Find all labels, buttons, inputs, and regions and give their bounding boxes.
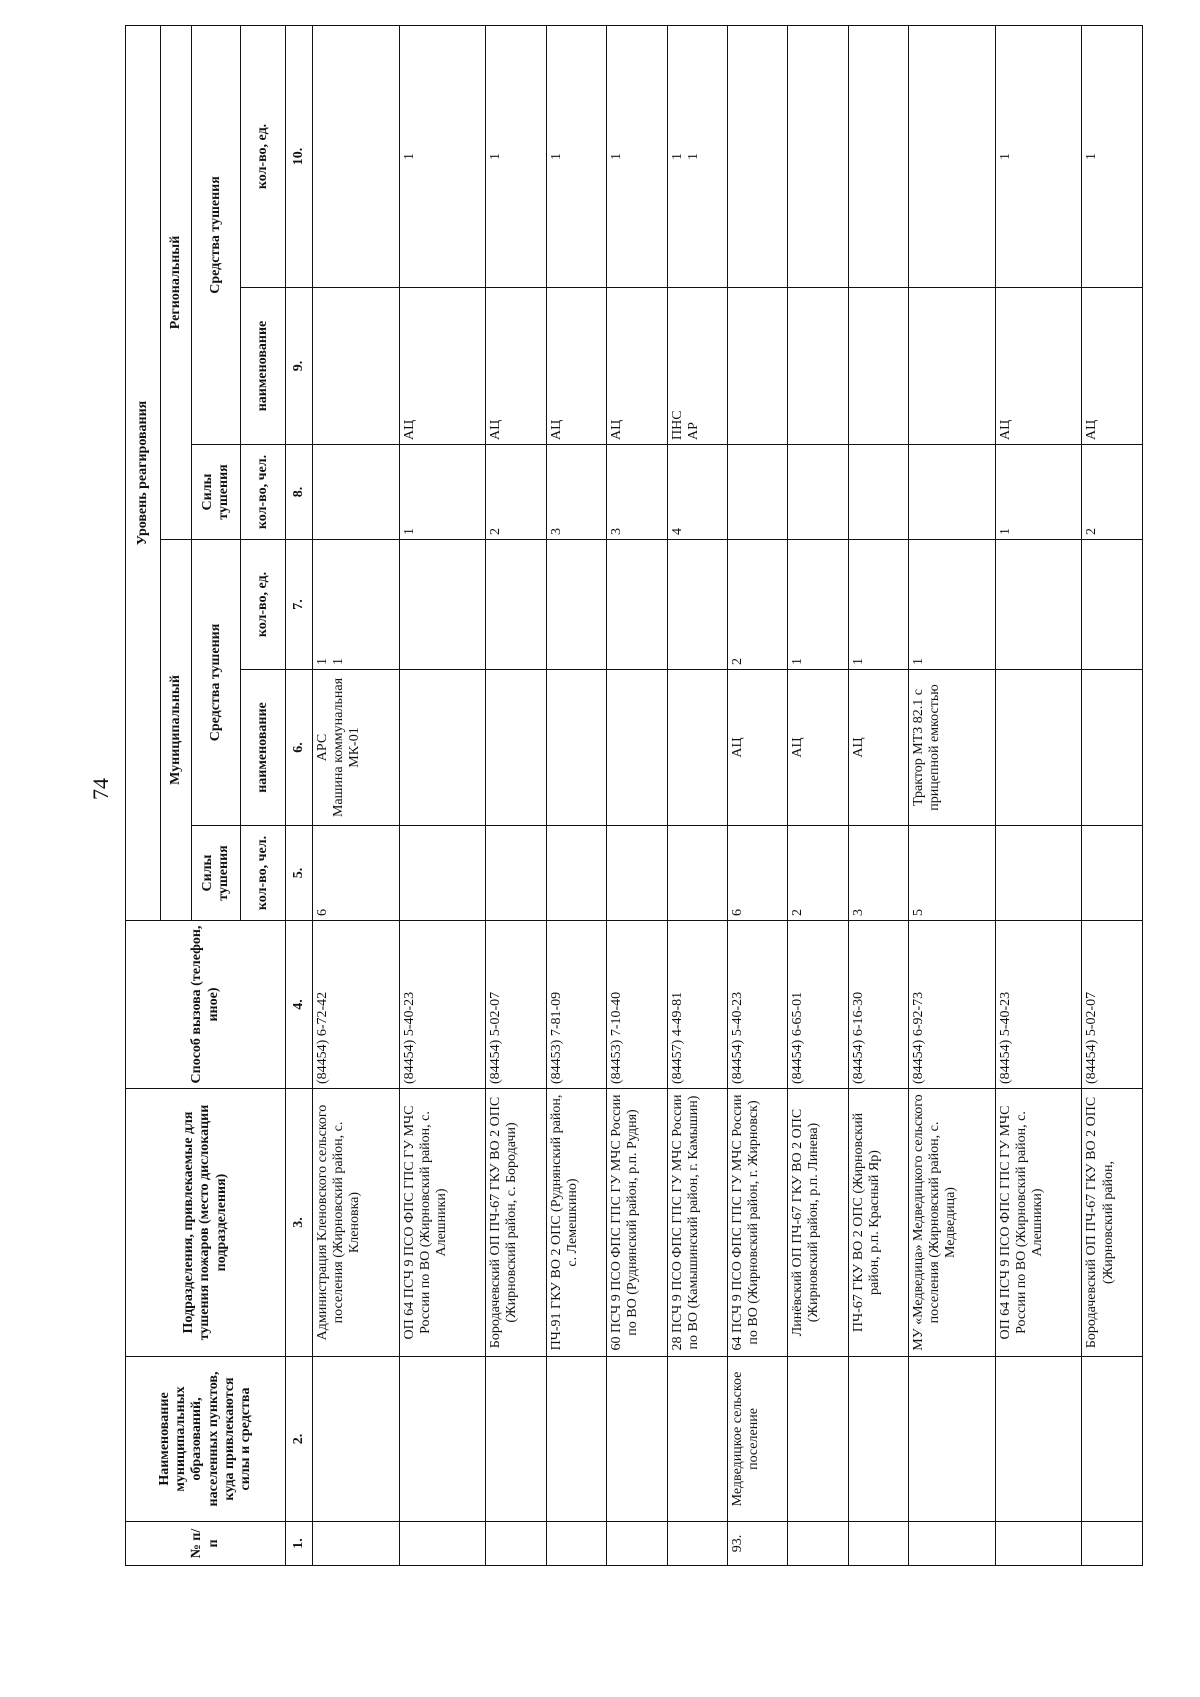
cell-call-method xyxy=(486,921,546,1089)
cell-municipal-means-qty xyxy=(848,540,908,670)
cell-municipal-means-name xyxy=(1082,670,1143,826)
cell-regional-means-qty xyxy=(848,25,908,287)
cell-unit-text: 64 ПСЧ 9 ПСО ФПС ГПС ГУ МЧС России по ВО (Жирновский район, г. Жирновск) xyxy=(729,1094,762,1351)
cell-municipal-people xyxy=(399,826,486,921)
cell-unit-text: Бородачевский ОП ПЧ-67 ГКУ ВО 2 ОПС (Жирновский район, xyxy=(1084,1096,1116,1349)
cell-unit xyxy=(909,1089,996,1357)
cell-regional-people xyxy=(313,445,400,540)
cell-municipality xyxy=(486,1357,546,1522)
cell-unit xyxy=(399,1089,486,1357)
cell-municipal-people xyxy=(848,826,908,921)
cell-municipal-means-name xyxy=(788,670,848,826)
cell-regional-means-name-text: АЦ xyxy=(609,419,625,440)
table-row xyxy=(788,25,848,1565)
column-number: 7. xyxy=(286,540,313,670)
cell-call-method-text: (84453) 7-81-09 xyxy=(548,991,564,1084)
cell-regional-means-name-text: АЦ xyxy=(997,419,1013,440)
header-qty-units: кол-во, ед. xyxy=(241,540,286,670)
column-number: 1. xyxy=(286,1522,313,1566)
cell-municipal-means-qty xyxy=(546,540,606,670)
cell-municipal-means-qty-text: 2 xyxy=(729,658,745,665)
cell-call-method xyxy=(1082,921,1143,1089)
cell-regional-means-qty-text: 1 xyxy=(669,152,685,160)
cell-call-method-text: (84457) 4-49-81 xyxy=(669,991,685,1084)
cell-unit xyxy=(607,1089,667,1357)
cell-regional-means-name xyxy=(995,288,1082,445)
cell-regional-means-qty-text: 1 xyxy=(488,152,504,160)
cell-num xyxy=(399,1522,486,1566)
cell-regional-means-qty-text: 1 xyxy=(401,152,417,160)
table-row xyxy=(848,25,908,1565)
cell-regional-people-text: 3 xyxy=(548,528,564,535)
cell-municipal-means-qty-text: 1 xyxy=(790,658,806,665)
column-number: 8. xyxy=(286,445,313,540)
cell-regional-means-name-text: АЦ xyxy=(401,419,417,440)
cell-municipal-means-name xyxy=(848,670,908,826)
rotated-table-container xyxy=(125,26,1143,1566)
cell-call-method-text: (84454) 6-72-42 xyxy=(315,991,330,1084)
cell-regional-people xyxy=(486,445,546,540)
cell-unit xyxy=(788,1089,848,1357)
cell-unit xyxy=(848,1089,908,1357)
cell-municipal-means-name-text: АЦ xyxy=(729,737,745,758)
cell-regional-means-qty xyxy=(909,25,996,287)
cell-regional-people xyxy=(909,445,996,540)
cell-regional-means-qty xyxy=(486,25,546,287)
cell-municipal-means-name-text: Трактор МТЗ 82.1 с прицепной емкостью xyxy=(911,684,943,811)
cell-call-method xyxy=(667,921,727,1089)
table-row xyxy=(995,25,1082,1565)
cell-regional-people-text: 3 xyxy=(609,528,625,535)
cell-regional-means-name-text: АЦ xyxy=(548,419,564,440)
cell-municipal-means-qty-text: 1 xyxy=(911,658,927,665)
cell-regional-means-qty xyxy=(788,25,848,287)
cell-call-method-text: (84454) 6-16-30 xyxy=(850,991,866,1084)
cell-regional-people xyxy=(995,445,1082,540)
cell-municipal-means-name-text: АЦ xyxy=(850,737,866,758)
cell-num-text: 93. xyxy=(729,1534,745,1553)
cell-municipal-people xyxy=(788,826,848,921)
column-number: 10. xyxy=(286,25,313,287)
cell-regional-means-qty xyxy=(1082,25,1143,287)
cell-call-method xyxy=(727,921,787,1089)
header-municipal-forces: Силы тушения xyxy=(192,826,241,921)
header-name: наименование xyxy=(241,288,286,445)
cell-unit-text: Администрация Кленовского сельского поселения (Жирновский район, с. Кленовка) xyxy=(315,1104,363,1341)
response-level-table xyxy=(125,25,1143,1566)
cell-municipal-means-name xyxy=(607,670,667,826)
cell-municipality xyxy=(1082,1357,1143,1522)
cell-regional-people-text: 1 xyxy=(401,528,417,535)
cell-regional-means-name-text: АЦ xyxy=(1084,419,1100,440)
cell-regional-people-text: 2 xyxy=(1084,528,1100,535)
cell-municipal-people xyxy=(727,826,787,921)
table-row xyxy=(909,25,996,1565)
cell-municipality xyxy=(848,1357,908,1522)
cell-regional-people xyxy=(667,445,727,540)
page-number: 74 xyxy=(88,778,113,800)
cell-call-method-text: (84454) 5-40-23 xyxy=(401,991,417,1084)
cell-call-method-text: (84454) 6-92-73 xyxy=(911,991,927,1084)
cell-regional-means-qty-text: 1 xyxy=(997,152,1013,160)
cell-unit-text: ПЧ-67 ГКУ ВО 2 ОПС (Жирновский район, р.п. Красный Яр) xyxy=(850,1112,882,1333)
header-response-level: Уровень реагирования xyxy=(126,25,161,920)
cell-regional-means-qty xyxy=(546,25,606,287)
cell-unit-text: 28 ПСЧ 9 ПСО ФПС ГПС ГУ МЧС России по ВО (Камышинский район, г. Камышин) xyxy=(669,1094,701,1351)
cell-regional-means-name xyxy=(909,288,996,445)
cell-call-method-text: (84453) 7-10-40 xyxy=(609,991,625,1084)
cell-municipal-people-text: 3 xyxy=(850,909,866,916)
cell-municipal-people xyxy=(546,826,606,921)
cell-municipal-means-qty-text: 1 xyxy=(331,658,347,665)
cell-regional-people xyxy=(788,445,848,540)
table-row xyxy=(546,25,606,1565)
cell-call-method xyxy=(995,921,1082,1089)
header-num: № п/п xyxy=(126,1522,286,1566)
cell-municipal-means-name-text: АРС xyxy=(315,733,330,762)
cell-municipal-means-name xyxy=(727,670,787,826)
column-number: 5. xyxy=(286,826,313,921)
cell-regional-means-qty xyxy=(727,25,787,287)
cell-regional-people xyxy=(727,445,787,540)
cell-unit xyxy=(1082,1089,1143,1357)
cell-unit-text: ПЧ-91 ГКУ ВО 2 ОПС (Руднянский район, с. Лемешкино) xyxy=(548,1094,580,1351)
column-number: 2. xyxy=(286,1357,313,1522)
cell-call-method xyxy=(607,921,667,1089)
cell-unit-text: Бородачевский ОП ПЧ-67 ГКУ ВО 2 ОПС (Жирновский район, с. Бородачи) xyxy=(488,1096,520,1349)
table-row xyxy=(607,25,667,1565)
cell-num xyxy=(313,1522,400,1566)
cell-regional-means-name xyxy=(848,288,908,445)
cell-call-method-text: (84454) 5-40-23 xyxy=(997,991,1013,1084)
cell-regional-means-name xyxy=(313,288,400,445)
cell-num xyxy=(667,1522,727,1566)
cell-call-method-text: (84454) 5-02-07 xyxy=(488,991,504,1084)
cell-unit xyxy=(546,1089,606,1357)
cell-municipal-people xyxy=(1082,826,1143,921)
header-unit: Подразделения, привлекаемые для тушения пожаров (место дислокации подразделения) xyxy=(126,1089,286,1357)
cell-regional-means-name xyxy=(546,288,606,445)
table-row xyxy=(1082,25,1143,1565)
cell-municipality xyxy=(399,1357,486,1522)
cell-call-method xyxy=(546,921,606,1089)
cell-unit-text: ОП 64 ПСЧ 9 ПСО ФПС ГПС ГУ МЧС России по ВО (Жирновский район, с. Алешники) xyxy=(401,1105,449,1340)
cell-municipal-people-text: 6 xyxy=(729,909,745,916)
cell-regional-means-qty xyxy=(995,25,1082,287)
cell-municipal-means-qty-text: 1 xyxy=(315,658,330,665)
cell-call-method xyxy=(848,921,908,1089)
cell-regional-means-name xyxy=(486,288,546,445)
table-row xyxy=(667,25,727,1565)
cell-num xyxy=(607,1522,667,1566)
cell-municipal-means-qty xyxy=(727,540,787,670)
table-row xyxy=(399,25,486,1565)
cell-num xyxy=(995,1522,1082,1566)
cell-municipality xyxy=(313,1357,400,1522)
column-number: 3. xyxy=(286,1089,313,1357)
cell-municipal-means-qty xyxy=(486,540,546,670)
cell-municipality xyxy=(667,1357,727,1522)
cell-municipal-means-name-text: АЦ xyxy=(790,737,806,758)
header-regional-forces: Силы тушения xyxy=(192,445,241,540)
header-regional-means: Средства тушения xyxy=(192,25,241,444)
cell-regional-means-name xyxy=(607,288,667,445)
cell-unit-text: 60 ПСЧ 9 ПСО ФПС ГПС ГУ МЧС России по ВО (Руднянский район, р.п. Рудня) xyxy=(609,1094,641,1351)
table-row xyxy=(727,25,787,1565)
cell-municipality xyxy=(909,1357,996,1522)
cell-municipality xyxy=(727,1357,787,1522)
table-row xyxy=(486,25,546,1565)
column-number: 6. xyxy=(286,670,313,826)
cell-regional-means-qty xyxy=(667,25,727,287)
cell-call-method xyxy=(909,921,996,1089)
cell-num xyxy=(727,1522,787,1566)
header-municipal: Муниципальный xyxy=(161,540,192,921)
cell-call-method-text: (84454) 6-65-01 xyxy=(790,991,806,1084)
cell-regional-people xyxy=(607,445,667,540)
cell-num xyxy=(486,1522,546,1566)
cell-municipal-means-name xyxy=(486,670,546,826)
cell-municipal-means-name xyxy=(399,670,486,826)
cell-regional-people xyxy=(848,445,908,540)
cell-call-method-text: (84454) 5-40-23 xyxy=(729,991,745,1084)
cell-municipal-means-name xyxy=(909,670,996,826)
cell-municipal-means-qty xyxy=(788,540,848,670)
column-number: 9. xyxy=(286,288,313,445)
cell-municipal-people xyxy=(909,826,996,921)
cell-unit xyxy=(313,1089,400,1357)
cell-municipal-means-qty xyxy=(667,540,727,670)
cell-municipality-text: Медведицкое сельское поселение xyxy=(729,1371,762,1507)
header-municipality: Наименование муниципальных образований, населенных пунктов, куда привлекаются силы и средства xyxy=(126,1357,286,1522)
cell-municipal-means-name-text: Машина коммунальная МК-01 xyxy=(331,677,363,818)
cell-regional-people-text: 4 xyxy=(669,528,685,535)
cell-municipality xyxy=(995,1357,1082,1522)
header-call-method: Способ вызова (телефон, иное) xyxy=(126,921,286,1089)
cell-regional-means-name-text: АР xyxy=(685,422,701,440)
cell-regional-means-qty-text: 1 xyxy=(1084,152,1100,160)
cell-regional-means-qty xyxy=(607,25,667,287)
cell-municipal-means-qty-text: 1 xyxy=(850,658,866,665)
table-body xyxy=(286,25,1143,1565)
cell-num xyxy=(1082,1522,1143,1566)
cell-call-method xyxy=(313,921,400,1089)
cell-unit xyxy=(667,1089,727,1357)
header-regional: Региональный xyxy=(161,25,192,539)
cell-municipal-means-name xyxy=(313,670,400,826)
cell-regional-people xyxy=(1082,445,1143,540)
cell-municipal-people-text: 6 xyxy=(315,909,330,916)
cell-municipal-means-qty xyxy=(995,540,1082,670)
cell-municipal-means-qty xyxy=(399,540,486,670)
cell-num xyxy=(848,1522,908,1566)
cell-regional-people-text: 2 xyxy=(488,528,504,535)
cell-regional-means-qty-text: 1 xyxy=(609,152,625,160)
cell-regional-means-qty-text: 1 xyxy=(685,152,701,160)
cell-unit-text: ОП 64 ПСЧ 9 ПСО ФПС ГПС ГУ МЧС России по ВО (Жирновский район, с. Алешники) xyxy=(997,1105,1046,1340)
cell-regional-people-text: 1 xyxy=(997,528,1013,535)
cell-municipal-means-qty xyxy=(909,540,996,670)
cell-municipal-means-name xyxy=(546,670,606,826)
cell-regional-means-name xyxy=(788,288,848,445)
cell-municipality xyxy=(788,1357,848,1522)
header-qty-people: кол-во, чел. xyxy=(241,826,286,921)
cell-regional-means-qty-text: 1 xyxy=(548,152,564,160)
header-name: наименование xyxy=(241,670,286,826)
cell-municipal-people xyxy=(486,826,546,921)
cell-call-method xyxy=(399,921,486,1089)
cell-regional-means-qty xyxy=(313,25,400,287)
cell-num xyxy=(546,1522,606,1566)
cell-regional-means-name xyxy=(727,288,787,445)
cell-regional-people xyxy=(546,445,606,540)
cell-unit xyxy=(727,1089,787,1357)
cell-regional-means-qty xyxy=(399,25,486,287)
cell-municipality xyxy=(546,1357,606,1522)
cell-municipal-means-qty xyxy=(313,540,400,670)
cell-regional-means-name-text: АЦ xyxy=(488,419,504,440)
cell-municipal-people xyxy=(607,826,667,921)
header-qty-units: кол-во, ед. xyxy=(241,25,286,287)
table-row xyxy=(313,25,400,1565)
cell-num xyxy=(788,1522,848,1566)
cell-municipal-means-name xyxy=(667,670,727,826)
cell-municipal-people-text: 5 xyxy=(911,909,927,916)
cell-regional-means-name-text: ПНС xyxy=(669,410,685,440)
cell-municipal-people xyxy=(995,826,1082,921)
cell-call-method xyxy=(788,921,848,1089)
cell-unit-text: МУ «Медведица» Медведицкого сельского поселения (Жирновский район, с. Медведица) xyxy=(911,1094,959,1351)
column-number-row xyxy=(286,25,313,1565)
cell-call-method-text: (84454) 5-02-07 xyxy=(1084,991,1100,1084)
column-number: 4. xyxy=(286,921,313,1089)
cell-municipality xyxy=(607,1357,667,1522)
cell-unit xyxy=(486,1089,546,1357)
cell-municipal-people xyxy=(313,826,400,921)
cell-municipal-means-name xyxy=(995,670,1082,826)
cell-municipal-people xyxy=(667,826,727,921)
cell-municipal-people-text: 2 xyxy=(790,909,806,916)
cell-regional-means-name xyxy=(1082,288,1143,445)
cell-unit-text: Линёвский ОП ПЧ-67 ГКУ ВО 2 ОПС (Жирновский район, р.п. Линева) xyxy=(790,1108,822,1337)
header-qty-people: кол-во, чел. xyxy=(241,445,286,540)
cell-num xyxy=(909,1522,996,1566)
cell-regional-means-name xyxy=(399,288,486,445)
cell-municipal-means-qty xyxy=(1082,540,1143,670)
cell-regional-means-name xyxy=(667,288,727,445)
header-municipal-means: Средства тушения xyxy=(192,540,241,826)
cell-regional-people xyxy=(399,445,486,540)
cell-municipal-means-qty xyxy=(607,540,667,670)
cell-unit xyxy=(995,1089,1082,1357)
